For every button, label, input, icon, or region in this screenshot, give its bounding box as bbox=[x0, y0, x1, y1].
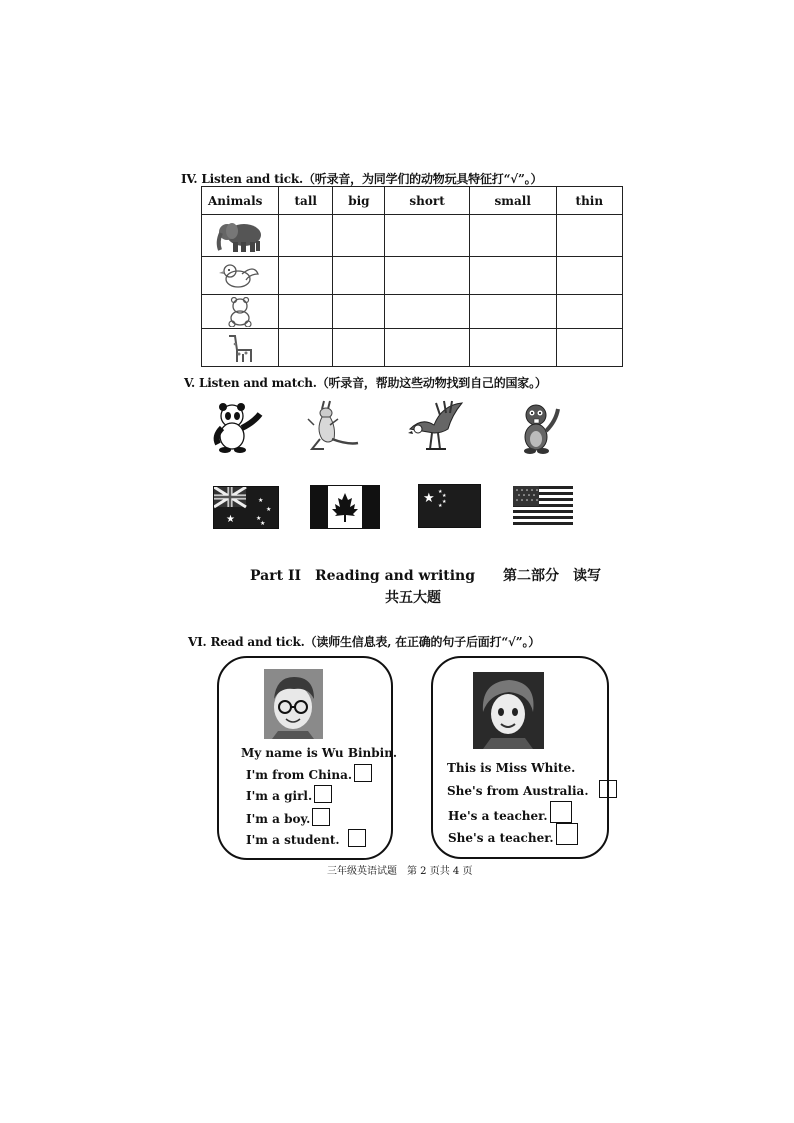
svg-text:★: ★ bbox=[438, 503, 443, 509]
bear-cell bbox=[202, 295, 279, 329]
tick-box[interactable] bbox=[312, 808, 330, 826]
card1-line-boy: I'm a boy. bbox=[246, 808, 330, 826]
svg-text:★: ★ bbox=[258, 497, 264, 504]
part-2-subtitle: 共五大题 bbox=[385, 590, 441, 606]
australia-flag bbox=[213, 486, 279, 529]
bear-icon bbox=[223, 297, 257, 327]
svg-text:★: ★ bbox=[226, 514, 235, 525]
tick-box[interactable] bbox=[348, 829, 366, 847]
part-2-title: Part II Reading and writing 第二部分 读写 bbox=[250, 568, 602, 584]
boy-avatar bbox=[264, 669, 323, 739]
kangaroo-icon bbox=[304, 397, 360, 455]
tick-box[interactable] bbox=[550, 801, 572, 823]
tick-cell[interactable] bbox=[469, 295, 556, 329]
section-6-title: VI. Read and tick.（读师生信息表, 在正确的句子后面打“√”。） bbox=[188, 635, 541, 649]
tick-cell[interactable] bbox=[385, 295, 469, 329]
tick-cell[interactable] bbox=[556, 257, 622, 295]
canada-flag bbox=[310, 485, 380, 529]
card1-line-student: I'm a student. bbox=[246, 829, 366, 847]
section-4-title: IV. Listen and tick.（听录音，为同学们的动物玩具特征打“√”。） bbox=[181, 172, 543, 186]
header-thin: thin bbox=[556, 187, 622, 215]
tick-cell[interactable] bbox=[556, 329, 622, 367]
card1-line-girl: I'm a girl. bbox=[246, 785, 332, 803]
tick-cell[interactable] bbox=[279, 295, 333, 329]
card2-line-australia: She's from Australia. bbox=[447, 780, 617, 798]
tick-cell[interactable] bbox=[279, 257, 333, 295]
elephant-icon bbox=[214, 218, 266, 254]
elephant-cell bbox=[202, 215, 279, 257]
bird-icon bbox=[218, 260, 262, 292]
card2-line-he-teacher: He's a teacher. bbox=[448, 801, 572, 823]
tick-cell[interactable] bbox=[385, 257, 469, 295]
eagle-icon bbox=[406, 399, 466, 455]
teacher-avatar bbox=[473, 672, 544, 749]
card1-name: My name is Wu Binbin. bbox=[241, 746, 398, 760]
tick-cell[interactable] bbox=[333, 215, 385, 257]
giraffe-cell bbox=[202, 329, 279, 367]
svg-text:★: ★ bbox=[442, 499, 447, 505]
tick-cell[interactable] bbox=[279, 329, 333, 367]
tick-cell[interactable] bbox=[469, 329, 556, 367]
tick-cell[interactable] bbox=[333, 295, 385, 329]
header-small: small bbox=[469, 187, 556, 215]
tick-box[interactable] bbox=[556, 823, 578, 845]
svg-text:★: ★ bbox=[260, 520, 266, 527]
tick-table bbox=[201, 186, 623, 367]
svg-text:★: ★ bbox=[438, 489, 443, 495]
giraffe-icon bbox=[223, 332, 257, 364]
tick-cell[interactable] bbox=[385, 215, 469, 257]
bird-cell bbox=[202, 257, 279, 295]
header-animals: Animals bbox=[202, 187, 279, 215]
tick-box[interactable] bbox=[354, 764, 372, 782]
tick-cell[interactable] bbox=[279, 215, 333, 257]
china-flag bbox=[418, 484, 481, 528]
section-5-title: V. Listen and match.（听录音，帮助这些动物找到自己的国家。） bbox=[184, 376, 547, 390]
header-tall: tall bbox=[279, 187, 333, 215]
tick-box[interactable] bbox=[599, 780, 617, 798]
card1-line-china: I'm from China. bbox=[246, 764, 372, 782]
tick-cell[interactable] bbox=[469, 257, 556, 295]
tick-cell[interactable] bbox=[556, 295, 622, 329]
page-footer: 三年级英语试题 第 2 页共 4 页 bbox=[327, 866, 473, 877]
svg-text:★: ★ bbox=[442, 493, 447, 499]
svg-text:★: ★ bbox=[266, 506, 272, 513]
tick-cell[interactable] bbox=[469, 215, 556, 257]
tick-box[interactable] bbox=[314, 785, 332, 803]
tick-cell[interactable] bbox=[333, 257, 385, 295]
tick-cell[interactable] bbox=[556, 215, 622, 257]
beaver-icon bbox=[518, 401, 562, 455]
header-short: short bbox=[385, 187, 469, 215]
panda-icon bbox=[210, 400, 264, 454]
header-big: big bbox=[333, 187, 385, 215]
usa-flag bbox=[513, 486, 573, 526]
svg-text:★: ★ bbox=[423, 491, 435, 506]
svg-text:★: ★ bbox=[256, 515, 262, 522]
card2-line-she-teacher: She's a teacher. bbox=[448, 823, 578, 845]
card2-name: This is Miss White. bbox=[447, 761, 576, 775]
tick-cell[interactable] bbox=[333, 329, 385, 367]
tick-cell[interactable] bbox=[385, 329, 469, 367]
